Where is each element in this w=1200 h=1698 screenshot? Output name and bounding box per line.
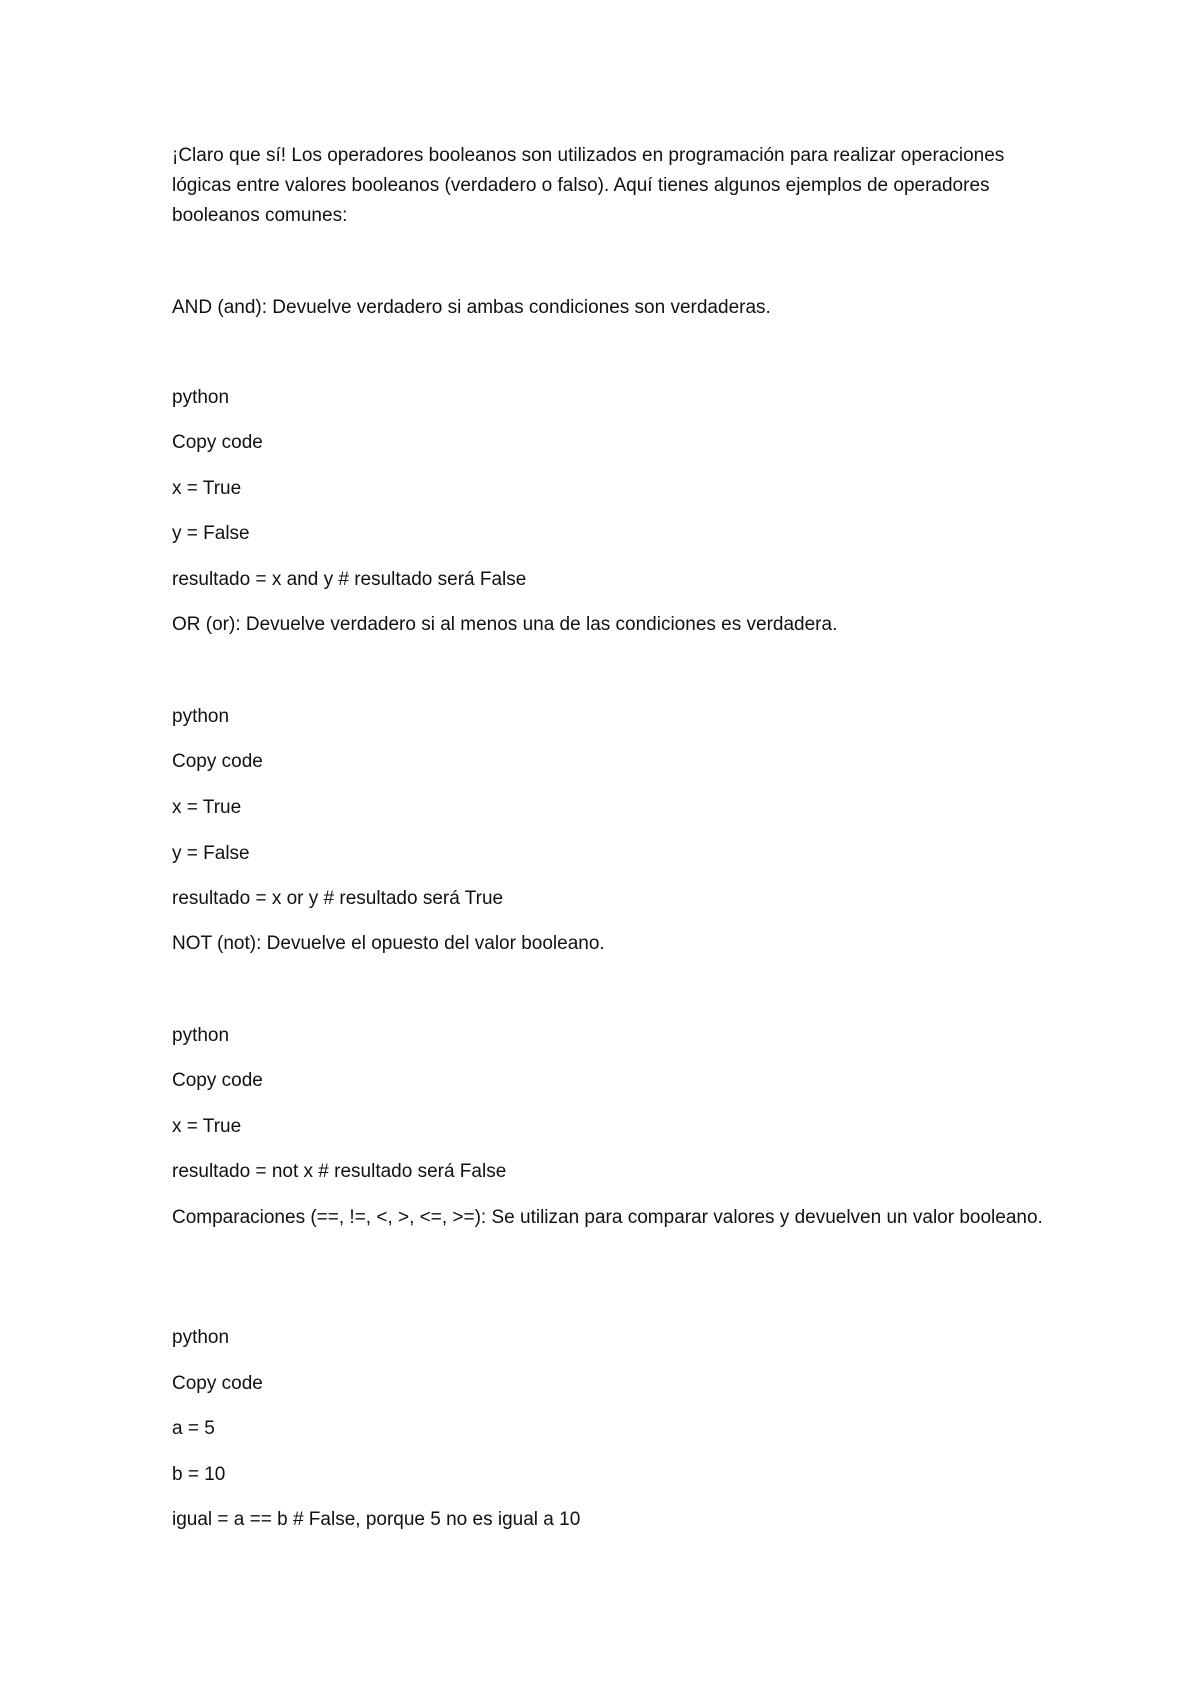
or-copy-code-label: Copy code	[172, 751, 263, 772]
comparisons-code-line: b = 10	[172, 1464, 226, 1485]
and-code-line: x = True	[172, 478, 242, 499]
comparisons-code-language: python	[172, 1327, 230, 1348]
or-code-line: y = False	[172, 843, 250, 864]
or-description: OR (or): Devuelve verdadero si al menos una de las condiciones es verdadera.	[172, 614, 838, 635]
and-code-line: y = False	[172, 523, 250, 544]
and-code-language: python	[172, 387, 230, 408]
and-copy-code-label: Copy code	[172, 432, 263, 453]
or-code-language: python	[172, 706, 230, 727]
comparisons-code-line: igual = a == b # False, porque 5 no es igual a 10	[172, 1509, 581, 1530]
comparisons-copy-code-label: Copy code	[172, 1373, 263, 1394]
comparisons-description: Comparaciones (==, !=, <, >, <=, >=): Se utilizan para comparar valores y devuelven un valor booleano.	[172, 1207, 1043, 1228]
not-code-line: resultado = not x # resultado será False	[172, 1161, 507, 1182]
comparisons-code-line: a = 5	[172, 1418, 215, 1439]
or-code-line: x = True	[172, 797, 242, 818]
not-description: NOT (not): Devuelve el opuesto del valor booleano.	[172, 933, 605, 954]
and-code-line: resultado = x and y # resultado será False	[172, 569, 527, 590]
intro-paragraph: ¡Claro que sí! Los operadores booleanos son utilizados en programación para realizar operaciones lógicas entre valores booleanos (verdadero o falso). Aquí tienes algunos ejemplos de operadores booleanos comunes:	[172, 145, 1005, 226]
or-code-line: resultado = x or y # resultado será True	[172, 888, 504, 909]
not-code-line: x = True	[172, 1116, 242, 1137]
not-copy-code-label: Copy code	[172, 1070, 263, 1091]
not-code-language: python	[172, 1025, 230, 1046]
and-description: AND (and): Devuelve verdadero si ambas condiciones son verdaderas.	[172, 297, 771, 318]
